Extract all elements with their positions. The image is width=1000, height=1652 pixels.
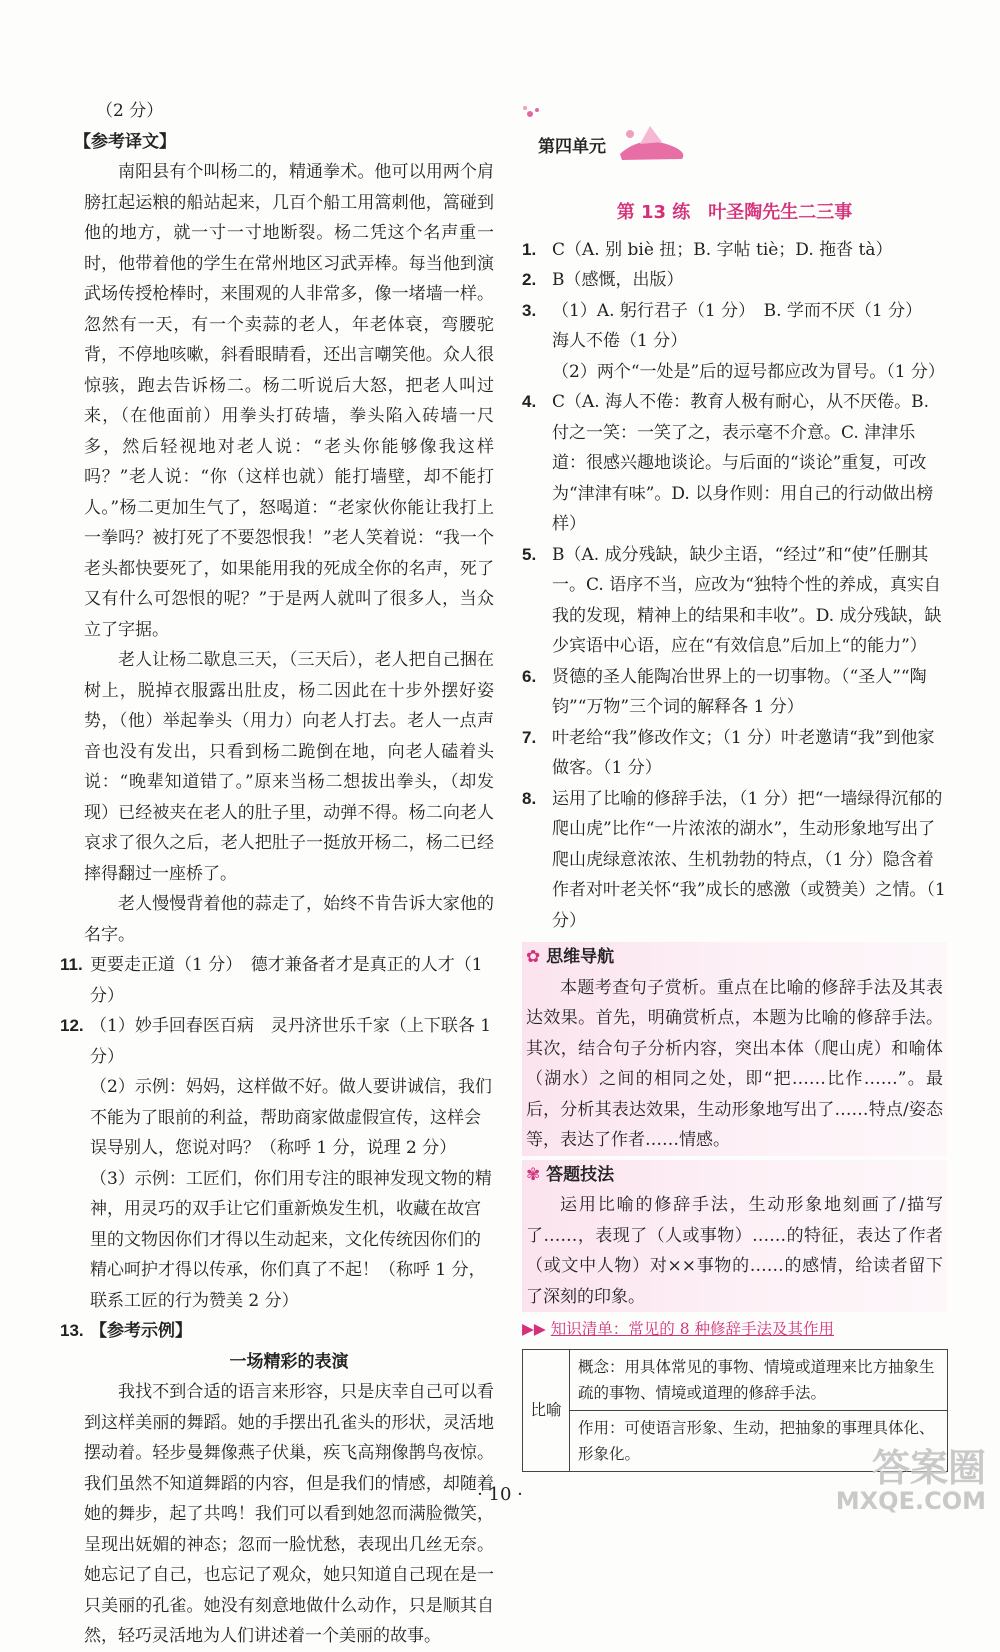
left-column	[60, 96, 494, 1652]
q13-label: 【参考示例】	[90, 1321, 192, 1341]
answer-3b	[522, 357, 947, 388]
essay-title: 一场精彩的表演	[229, 1351, 349, 1372]
answer-6	[522, 662, 947, 723]
right-column	[522, 198, 947, 1472]
translation-heading: 【参考译文】	[74, 131, 176, 152]
flower-icon: ✿	[526, 947, 541, 967]
answer-2-text: B（感慨，出版）	[552, 270, 684, 290]
answer-3b-number	[522, 357, 552, 388]
answer-3-number: 3.	[522, 300, 537, 320]
thinking-guide-text: 本题考查句子赏析。重点在比喻的修辞手法及其表达效果。首先，明确赏析点，本题为比喻的修辞手法。其次，结合句子分析内容，突出本体（爬山虎）和喻体（湖水）之间的相同之处，即“把……比作……”。最后，分析其表达效果，生动形象地写出了……特点/姿态等，表达了作者……情感。	[526, 977, 943, 1150]
thinking-guide-title	[526, 942, 943, 973]
answer-2-number: 2.	[522, 270, 537, 289]
knowledge-heading	[522, 1314, 947, 1345]
knowledge-heading-text: 知识清单：常见的 8 种修辞手法及其作用	[550, 1320, 834, 1338]
answer-3-part-2: （2）两个“一处是”后的逗号都应改为冒号。（1 分）	[552, 361, 945, 382]
answer-8	[522, 784, 947, 937]
answer-8-text: 运用了比喻的修辞手法，（1 分）把“一墙绿得沉郁的爬山虎”比作“一片浓浓的湖水”，生动形象地写出了爬山虎绿意浓浓、生机勃勃的特点，（1 分）隐含着作者对叶老关怀“我”成长的感激（或赞美）之情。（1 分）	[552, 788, 946, 931]
translation-para-1: 南阳县有个叫杨二的，精通拳术。他可以用两个肩膀扛起运粮的船站起来，几百个船工用篙刺他，篙碰到他的地方，就一寸一寸地断裂。杨二凭这个名声重一时，他带着他的学生在常州地区习武弄棒。每当他到演武场传授枪棒时，来围观的人非常多，像一堵墙一样。忽然有一天，有一个卖蒜的老人，年老体衰，弯腰驼背，不停地咳嗽，斜看眼睛看，还出言嘲笑他。众人很惊骇，跑去告诉杨二。杨二听说后大怒，把老人叫过来，（在他面前）用拳头打砖墙，拳头陷入砖墙一尺多，然后轻视地对老人说：“老头你能够像我这样吗？”老人说：“你（这样也就）能打墙壁，却不能打人。”杨二更加生气了，怒喝道：“老家伙你能让我打上一拳吗？被打死了不要怨恨我！”老人笑着说：“我一个老头都快要死了，如果能用我的死成全你的名声，死了又有什么可怨恨的呢？”于是两人就叫了很多人，当众立了字据。	[84, 162, 494, 640]
answer-1	[522, 235, 947, 266]
rhetoric-effect: 作用：可使语言形象、生动，把抽象的事理具体化、形象化。	[570, 1410, 948, 1471]
thinking-guide-box	[522, 942, 947, 1156]
q12-part-1: （1）妙手回春医百病 灵丹济世乐千家（上下联各 1 分）	[90, 1016, 492, 1067]
rhetoric-term: 比喻	[523, 1349, 570, 1471]
answer-1-text: C（A. 别 biè 扭；B. 字帖 tiè；D. 拖沓 tà）	[552, 239, 893, 260]
thinking-guide-label: 思维导航	[546, 947, 615, 967]
q13-number: 13.	[60, 1321, 84, 1340]
answer-7-text: 叶老给“我”修改作文；（1 分）叶老邀请“我”到他家做客。（1 分）	[552, 727, 935, 778]
answer-5	[522, 540, 947, 662]
table-row	[523, 1349, 948, 1410]
answer-3-part-1: （1）A. 躬行君子（1 分） B. 学而不厌（1 分） 海人不倦（1 分）	[552, 300, 931, 351]
score-line: （2 分）	[96, 101, 164, 121]
answer-technique-box	[522, 1160, 947, 1313]
answer-8-number: 8.	[522, 788, 537, 808]
unit-header	[522, 104, 722, 164]
answer-2	[522, 265, 947, 296]
question-11	[60, 950, 494, 1011]
watermark-url: MXQE.COM	[835, 1487, 986, 1515]
q12-number: 12.	[60, 1016, 84, 1035]
answer-1-number: 1.	[522, 239, 537, 259]
answer-6-number: 6.	[522, 666, 537, 686]
watermark-title: 答案圈	[871, 1446, 986, 1490]
watermark	[835, 1446, 986, 1515]
rhetoric-concept: 概念：用具体常见的事物、情境或道理来比方抽象生疏的事物、情境或道理的修辞手法。	[570, 1349, 948, 1410]
lesson-title: 第 13 练 叶圣陶先生二三事	[616, 202, 853, 223]
translation-para-3: 老人慢慢背着他的蒜走了，始终不肯告诉大家他的名字。	[84, 894, 494, 945]
answer-5-text: B（A. 成分残缺，缺少主语，“经过”和“使”任删其一。C. 语序不当，应改为“独特个性的养成，真实自我的发现，精神上的结果和丰收”。D. 成分残缺，缺少宾语中心语，应在“有效信息”后加上“的能力”）	[552, 544, 942, 656]
q12-part-2: （2）示例：妈妈，这样做不好。做人要讲诚信，我们不能为了眼前的利益，帮助商家做虚假宣传，这样会误导别人，您说对吗？（称呼 1 分，说理 2 分）	[90, 1077, 492, 1158]
answer-3	[522, 296, 947, 357]
answer-4-text: C（A. 海人不倦：教育人极有耐心，从不厌倦。B. 付之一笑：一笑了之，表示毫不介意。C. 津津乐道：很感兴趣地谈论。与后面的“谈论”重复，可改为“津津有味”。D. 以身作则：用自己的行动做出榜样）	[552, 392, 934, 534]
answer-5-number: 5.	[522, 544, 537, 564]
q11-answer: 更要走正道（1 分） 德才兼备者才是真正的人才（1 分）	[90, 955, 483, 1006]
answer-7	[522, 723, 947, 784]
unit-label: 第四单元	[538, 137, 606, 157]
essay-body: 我找不到合适的语言来形容，只是庆幸自己可以看到这样美丽的舞蹈。她的手摆出孔雀头的形状，灵活地摆动着。轻步曼舞像燕子伏巢，疾飞高翔像鹊鸟夜惊。我们虽然不知道舞蹈的内容，但是我们的情感，却随着她的舞步，起了共鸣！我们可以看到她忽而满脸微笑，呈现出妩媚的神态；忽而一脸忧愁，表现出几丝无奈。她忘记了自己，也忘记了观众，她只知道自己现在是一只美丽的孔雀。她没有刻意地做什么动作，只是顺其自然，轻巧灵活地为人们讲述着一个美丽的故事。	[84, 1382, 494, 1646]
q12-part-3: （3）示例：工匠们，你们用专注的眼神发现文物的精神，用灵巧的双手让它们重新焕发生机，收藏在故宫里的文物因你们才得以生动起来，文化传统因你们的精心呵护才得以传承，你们真了不起！（称呼 1 分，联系工匠的行为赞美 2 分）	[90, 1168, 492, 1311]
question-12	[60, 1011, 494, 1316]
answer-4	[522, 387, 947, 540]
question-13	[60, 1316, 494, 1347]
double-arrow-icon: ▶▶	[522, 1320, 546, 1338]
answer-technique-label: 答题技法	[546, 1164, 615, 1185]
page-number: · 10 ·	[477, 1484, 523, 1505]
answer-technique-text: 运用比喻的修辞手法，生动形象地刻画了/描写了……，表现了（人或事物）……的特征，表达了作者（或文中人物）对××事物的……的感情，给读者留下了深刻的印象。	[526, 1195, 943, 1307]
gear-flower-icon: ✾	[526, 1164, 541, 1185]
answer-7-number: 7.	[522, 727, 537, 747]
translation-para-2: 老人让杨二歇息三天，（三天后），老人把自己捆在树上，脱掉衣服露出肚皮，杨二因此在十步外摆好姿势，（他）举起拳头（用力）向老人打去。老人一点声音也没有发出，只看到杨二跪倒在地，向老人磕着头说：“晚辈知道错了。”原来当杨二想拔出拳头，（却发现）已经被夹在老人的肚子里，动弹不得。杨二向老人哀求了很久之后，老人把肚子一挺放开杨二，杨二已经摔得翻过一座桥了。	[84, 650, 494, 884]
q11-number: 11.	[60, 955, 83, 974]
answer-4-number: 4.	[522, 392, 537, 411]
answer-technique-title	[526, 1160, 943, 1191]
answer-6-text: 贤德的圣人能陶冶世界上的一切事物。（“圣人”“陶钧”“万物”三个词的解释各 1 分）	[552, 666, 927, 717]
